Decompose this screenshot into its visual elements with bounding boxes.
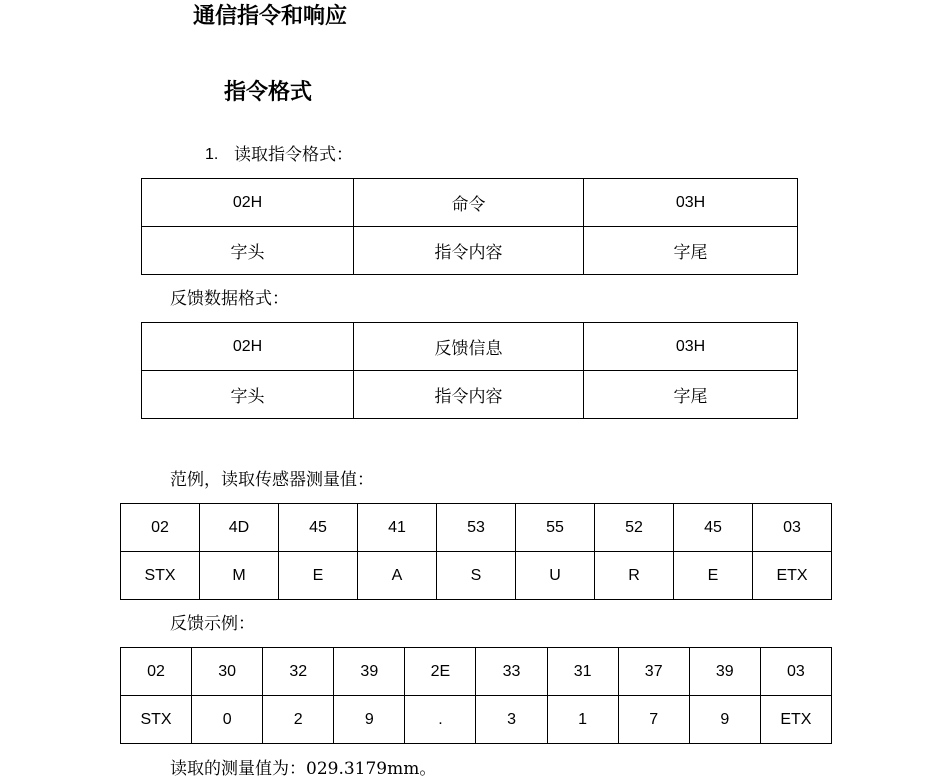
list-number: 1. — [205, 146, 219, 163]
table-cell: M — [200, 552, 279, 600]
table-cell: E — [279, 552, 358, 600]
table-cell: 03 — [760, 648, 831, 696]
table-row — [142, 323, 798, 371]
table-cell: R — [595, 552, 674, 600]
table-row — [121, 696, 832, 744]
table-cell: 4D — [200, 504, 279, 552]
table-cell: 9 — [334, 696, 405, 744]
table-cell: S — [437, 552, 516, 600]
table-cell: 字尾 — [584, 371, 798, 419]
feedback-format-table — [141, 322, 798, 419]
table-cell: 字尾 — [584, 227, 798, 275]
table-cell: 45 — [279, 504, 358, 552]
table-cell: 37 — [618, 648, 689, 696]
table-cell: 32 — [263, 648, 334, 696]
feedback-example-label: 反馈示例： — [170, 614, 255, 634]
table-row — [121, 504, 832, 552]
table-cell: 2 — [263, 696, 334, 744]
table-cell: ETX — [753, 552, 832, 600]
table-cell: A — [358, 552, 437, 600]
read-command-label: 读取指令格式： — [234, 145, 353, 165]
table-cell: 1 — [547, 696, 618, 744]
table-cell: 02 — [121, 648, 192, 696]
table-cell: 30 — [192, 648, 263, 696]
table-cell: 31 — [547, 648, 618, 696]
table-row — [142, 227, 798, 275]
table-cell: 03H — [584, 323, 798, 371]
table-cell: 03H — [584, 179, 798, 227]
table-cell: E — [674, 552, 753, 600]
table-cell: 2E — [405, 648, 476, 696]
table-cell: 3 — [476, 696, 547, 744]
table-cell: 55 — [516, 504, 595, 552]
section-heading: 通信指令和响应 — [193, 4, 348, 29]
table-cell: 39 — [689, 648, 760, 696]
table-cell: . — [405, 696, 476, 744]
table-cell: 指令内容 — [354, 371, 584, 419]
table-row — [121, 552, 832, 600]
example-label: 范例，读取传感器测量值： — [170, 470, 374, 490]
table-cell: 字头 — [142, 227, 354, 275]
table-cell: 02H — [142, 179, 354, 227]
table-cell: 33 — [476, 648, 547, 696]
table-cell: 39 — [334, 648, 405, 696]
table-row — [142, 371, 798, 419]
table-cell: 7 — [618, 696, 689, 744]
table-cell: 反馈信息 — [354, 323, 584, 371]
table-cell: STX — [121, 696, 192, 744]
table-cell: 0 — [192, 696, 263, 744]
table-cell: 02H — [142, 323, 354, 371]
table-cell: 9 — [689, 696, 760, 744]
table-cell: 字头 — [142, 371, 354, 419]
table-cell: 53 — [437, 504, 516, 552]
table-cell: 02 — [121, 504, 200, 552]
table-cell: 41 — [358, 504, 437, 552]
example-table — [120, 503, 832, 600]
subsection-heading: 指令格式 — [224, 80, 313, 105]
table-cell: 命令 — [354, 179, 584, 227]
table-cell: 指令内容 — [354, 227, 584, 275]
table-cell: U — [516, 552, 595, 600]
feedback-format-label: 反馈数据格式： — [170, 289, 289, 309]
table-cell: 03 — [753, 504, 832, 552]
table-row — [121, 648, 832, 696]
table-cell: 52 — [595, 504, 674, 552]
table-cell: STX — [121, 552, 200, 600]
table-cell: 45 — [674, 504, 753, 552]
feedback-example-table — [120, 647, 832, 744]
table-row — [142, 179, 798, 227]
table-cell: ETX — [760, 696, 831, 744]
read-command-table — [141, 178, 798, 275]
result-text: 读取的测量值为：029.3179mm。 — [170, 759, 437, 779]
